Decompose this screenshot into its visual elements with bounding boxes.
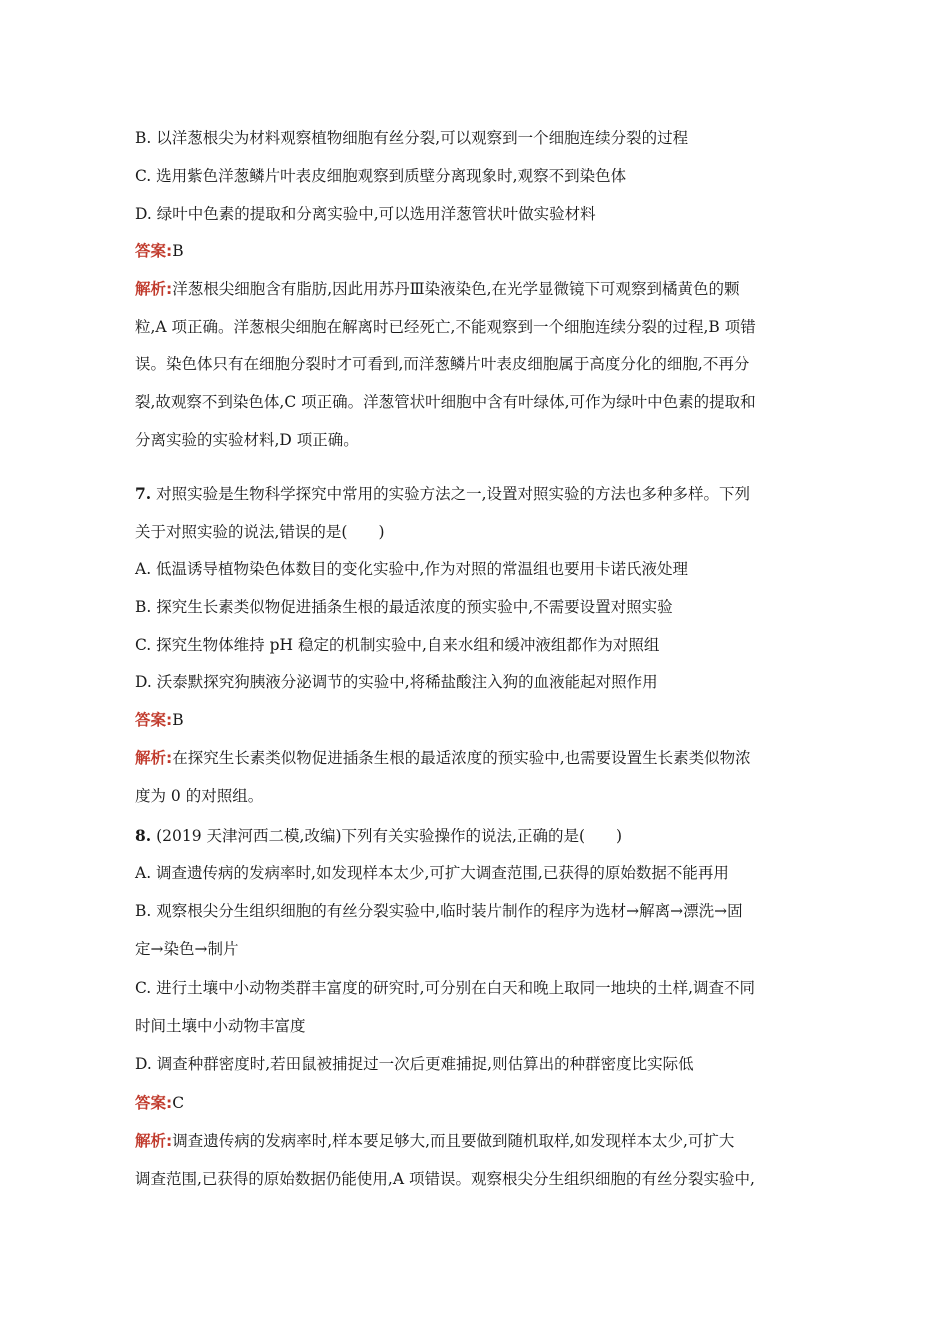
q8-analysis-line-1 [135,1130,815,1152]
answer-label: 答案: [135,1094,173,1112]
q7-stem-line-1 [135,483,815,505]
q7-answer [135,709,815,731]
stem-text: 对照实验是生物科学探究中常用的实验方法之一,设置对照实验的方法也多种多样。下列 [151,485,751,503]
answer-label: 答案: [135,711,173,729]
q7-analysis-line-2: 度为 0 的对照组。 [135,787,264,805]
q6-option-d: D. 绿叶中色素的提取和分离实验中,可以选用洋葱管状叶做实验材料 [135,205,596,223]
q7-option-b: B. 探究生长素类似物促进插条生根的最适浓度的预实验中,不需要设置对照实验 [135,598,673,616]
q8-option-b-line-2: 定→染色→制片 [135,940,239,958]
q8-option-b-line-1: B. 观察根尖分生组织细胞的有丝分裂实验中,临时装片制作的程序为选材→解离→漂洗→固 [135,902,743,920]
q6-analysis-line-4: 裂,故观察不到染色体,C 项正确。洋葱管状叶细胞中含有叶绿体,可作为绿叶中色素的提取和 [135,393,756,411]
analysis-label: 解析: [135,1132,173,1150]
q8-analysis-line-2: 调查范围,已获得的原始数据仍能使用,A 项错误。观察根尖分生组织细胞的有丝分裂实验中, [135,1170,755,1188]
q7-option-c: C. 探究生物体维持 pH 稳定的机制实验中,自来水组和缓冲液组都作为对照组 [135,636,660,654]
q6-answer [135,240,815,262]
analysis-text: 调查遗传病的发病率时,样本要足够大,而且要做到随机取样,如发现样本太少,可扩大 [172,1132,735,1150]
q8-answer [135,1092,815,1114]
q7-answer-value: B [172,711,184,729]
analysis-text: 在探究生长素类似物促进插条生根的最适浓度的预实验中,也需要设置生长素类似物浓 [172,749,751,767]
analysis-label: 解析: [135,280,173,298]
q6-analysis-line-5: 分离实验的实验材料,D 项正确。 [135,431,359,449]
q7-stem-line-2: 关于对照实验的说法,错误的是( ) [135,523,385,541]
q8-stem-line-1 [135,825,815,847]
q6-analysis-line-1 [135,278,815,300]
analysis-label: 解析: [135,749,173,767]
q8-answer-value: C [172,1094,185,1112]
q8-option-c-line-1: C. 进行土壤中小动物类群丰富度的研究时,可分别在白天和晚上取同一地块的土样,调查不同 [135,979,756,997]
analysis-text: 洋葱根尖细胞含有脂肪,因此用苏丹Ⅲ染液染色,在光学显微镜下可观察到橘黄色的颗 [172,280,740,298]
q6-analysis-line-2: 粒,A 项正确。洋葱根尖细胞在解离时已经死亡,不能观察到一个细胞连续分裂的过程,B 项错 [135,318,756,336]
q6-analysis-line-3: 误。染色体只有在细胞分裂时才可看到,而洋葱鳞片叶表皮细胞属于高度分化的细胞,不再分 [135,355,750,373]
q6-answer-value: B [172,242,184,260]
q7-option-a: A. 低温诱导植物染色体数目的变化实验中,作为对照的常温组也要用卡诺氏液处理 [135,560,688,578]
q7-analysis-line-1 [135,747,815,769]
q7-option-d: D. 沃泰默探究狗胰液分泌调节的实验中,将稀盐酸注入狗的血液能起对照作用 [135,673,658,691]
stem-text: (2019 天津河西二模,改编)下列有关实验操作的说法,正确的是( ) [151,827,623,845]
question-number: 7. [135,484,152,503]
q8-option-d: D. 调查种群密度时,若田鼠被捕捉过一次后更难捕捉,则估算出的种群密度比实际低 [135,1055,694,1073]
q6-option-c: C. 选用紫色洋葱鳞片叶表皮细胞观察到质壁分离现象时,观察不到染色体 [135,167,627,185]
answer-label: 答案: [135,242,173,260]
q8-option-a: A. 调查遗传病的发病率时,如发现样本太少,可扩大调查范围,已获得的原始数据不能再用 [135,864,729,882]
q8-option-c-line-2: 时间土壤中小动物丰富度 [135,1017,306,1035]
question-number: 8. [135,826,152,845]
q6-option-b: B. 以洋葱根尖为材料观察植物细胞有丝分裂,可以观察到一个细胞连续分裂的过程 [135,129,689,147]
